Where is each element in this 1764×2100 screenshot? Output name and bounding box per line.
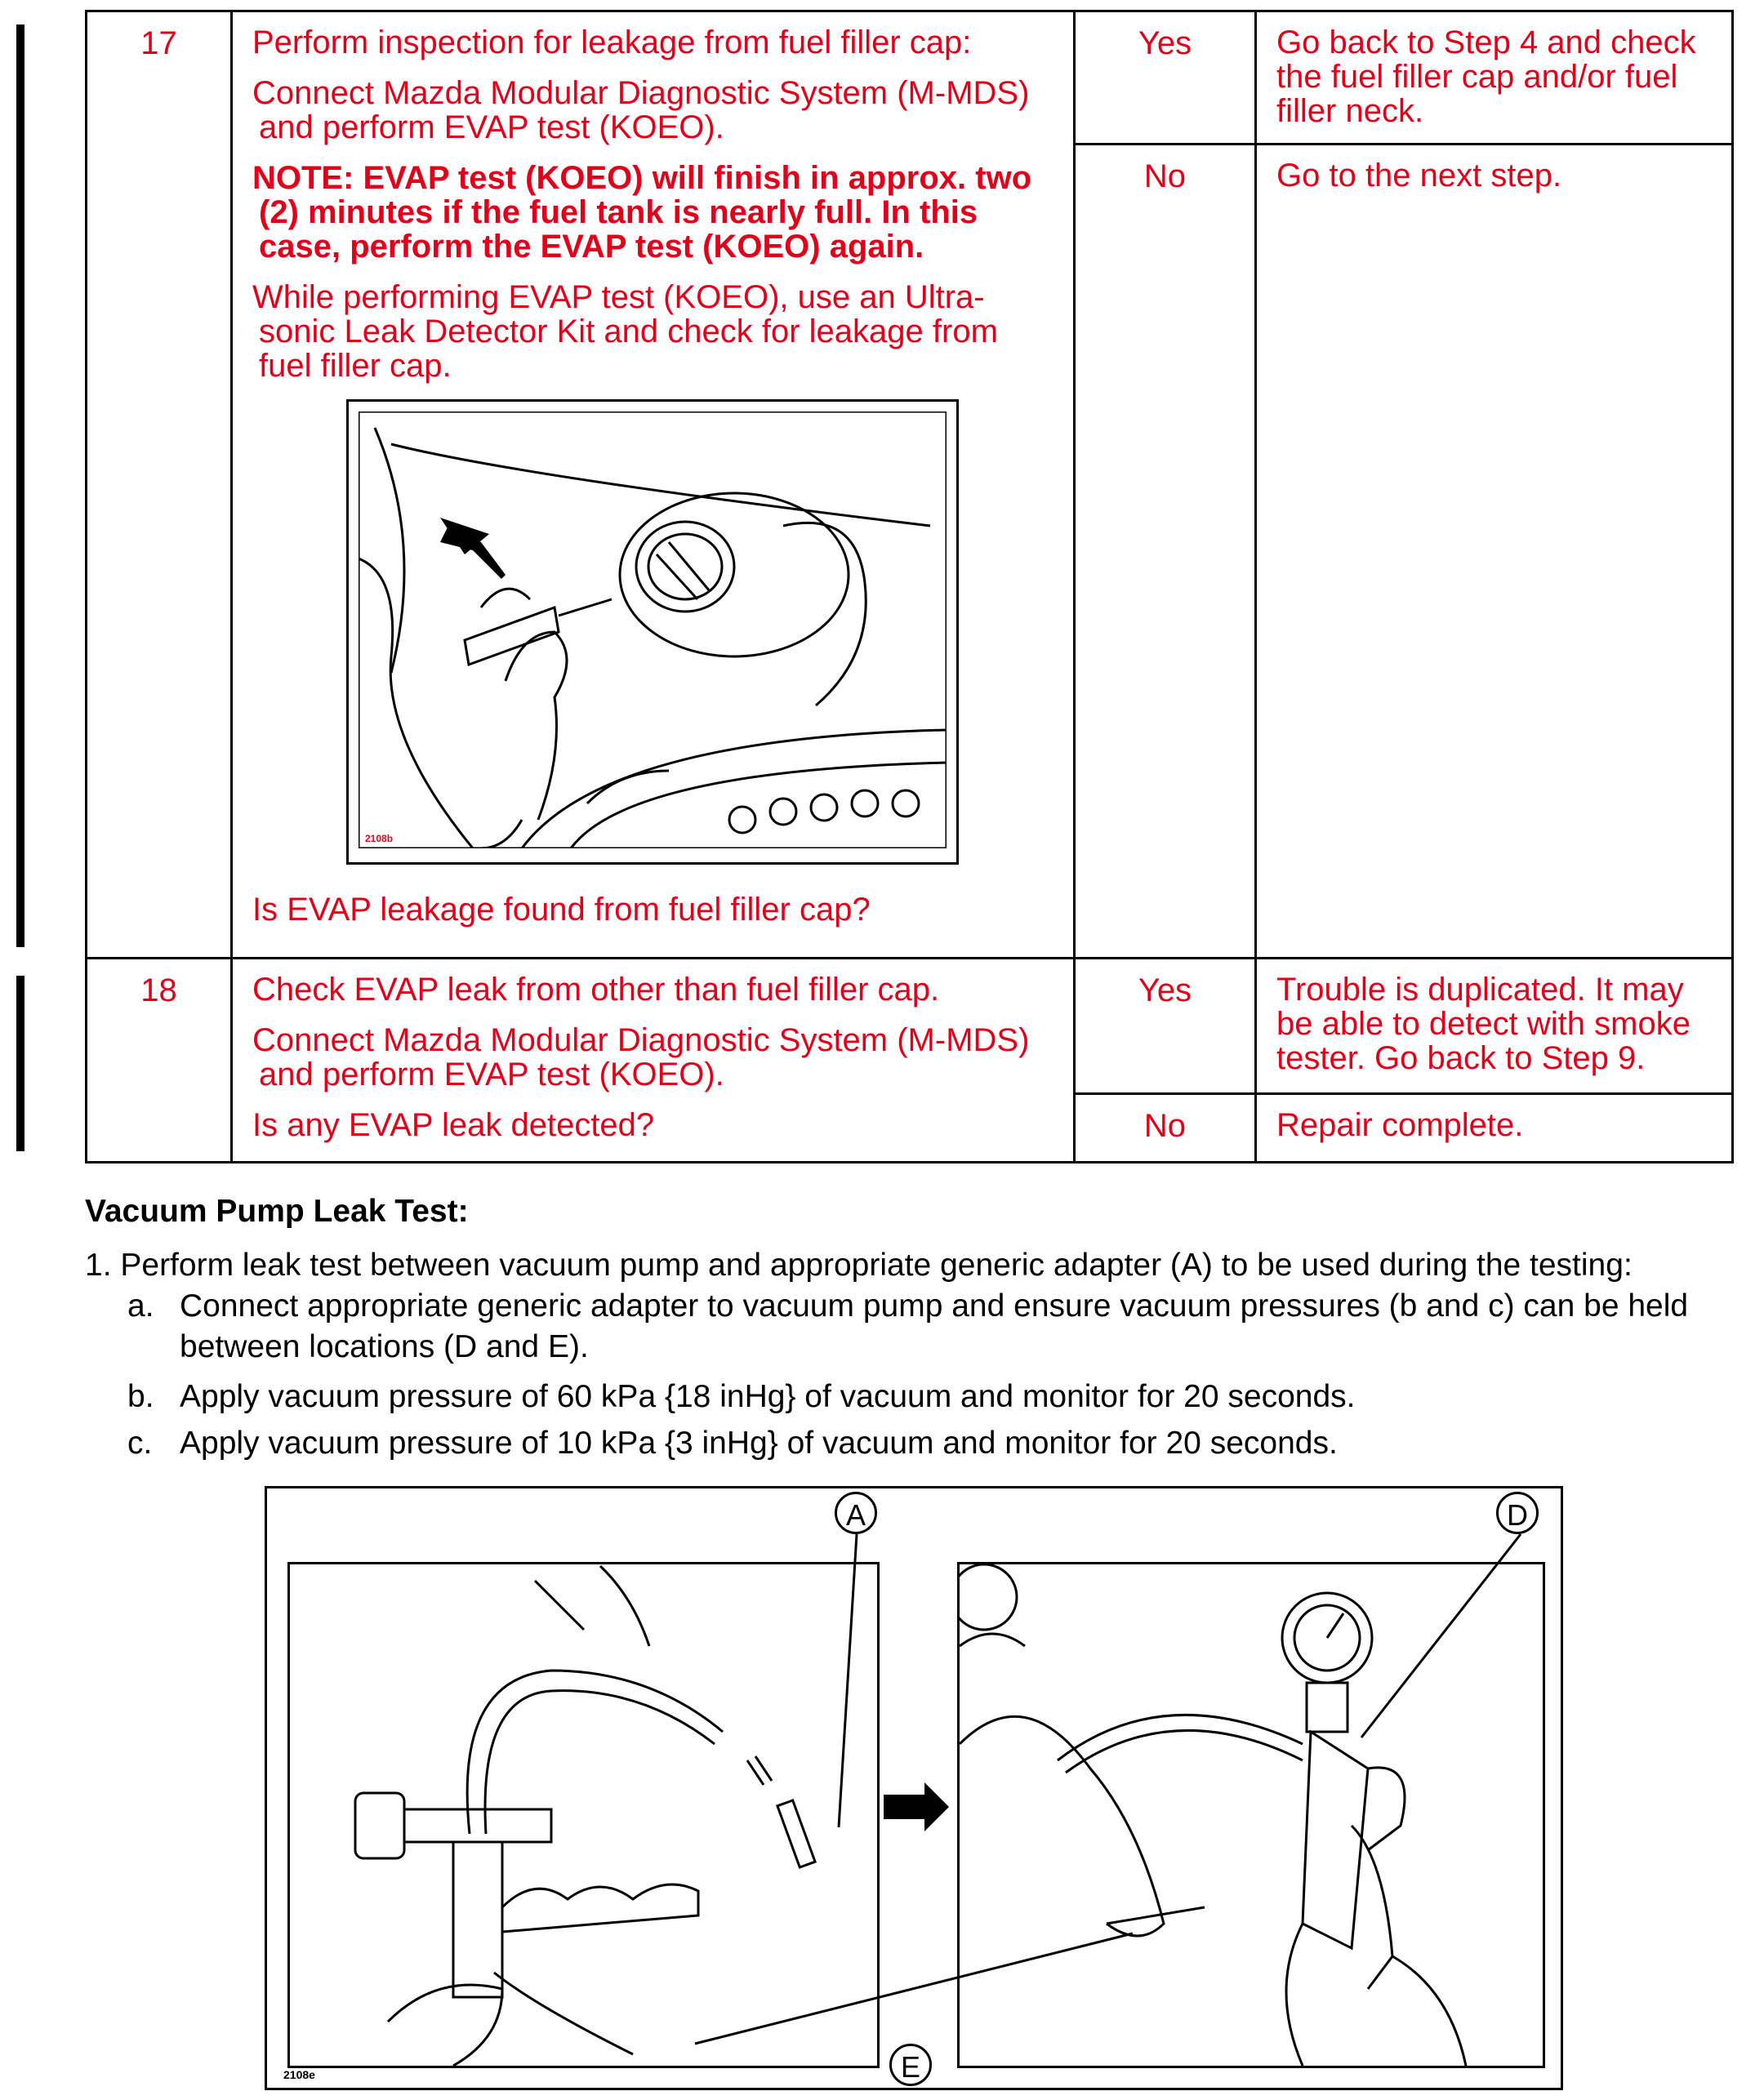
substep-text: Connect appropriate generic adapter to vacuum pump and ensure vacuum pressures (b and c) can be held between locations (D and E). [180, 1288, 1689, 1364]
callout-leaders [267, 1488, 1566, 2093]
remark-yes: Trouble is duplicated. It may be able to detect with smoke tester. Go back to Step 9. [1256, 959, 1733, 1094]
step-instruction: Connect Mazda Modular Diagnostic System (M-MDS) and perform EVAP test (KOEO). [252, 75, 1030, 145]
figure-code: 2108e [283, 2068, 315, 2081]
step-action [232, 11, 1075, 959]
section-title: Vacuum Pump Leak Test: [85, 1194, 469, 1229]
remark-no: Repair complete. [1256, 1094, 1733, 1163]
fuel-filler-cap-illustration [346, 399, 959, 865]
step-question: Is EVAP leakage found from fuel filler cap? [252, 892, 871, 928]
substep [127, 1286, 1720, 1376]
result-yes: Yes [1075, 11, 1256, 145]
callout-a: A [835, 1492, 877, 1534]
remark-yes: Go back to Step 4 and check the fuel filler cap and/or fuel filler neck. [1256, 11, 1733, 145]
substep [127, 1423, 1720, 1464]
figure-code: 2108b [365, 833, 394, 844]
remark-no: Go to the next step. [1256, 145, 1733, 959]
substep-label: c. [127, 1426, 153, 1461]
result-yes: Yes [1075, 959, 1256, 1094]
substep [127, 1377, 1720, 1417]
substep-text: Apply vacuum pressure of 60 kPa {18 inHg} of vacuum and monitor for 20 seconds. [180, 1379, 1356, 1414]
change-bar [16, 976, 24, 1151]
fuel-filler-cap-drawing [359, 412, 947, 848]
step-heading: Check EVAP leak from other than fuel filler cap. [252, 972, 940, 1008]
step-note: NOTE: EVAP test (KOEO) will finish in approx. two (2) minutes if the fuel tank is nearly full. In this case, perform the EVAP test (KOEO) again. [252, 160, 1032, 265]
step-instruction: Connect Mazda Modular Diagnostic System (M-MDS) and perform EVAP test (KOEO). [252, 1022, 1030, 1092]
result-no: No [1075, 145, 1256, 959]
callout-d: D [1496, 1492, 1539, 1534]
diagnostic-table [85, 10, 1734, 1163]
substep-label: b. [127, 1379, 154, 1414]
step-number: 18 [87, 959, 232, 1163]
substep-text: Apply vacuum pressure of 10 kPa {3 inHg} of vacuum and monitor for 20 seconds. [180, 1426, 1338, 1461]
vacuum-pump-illustration [265, 1486, 1563, 2090]
step-detail: While performing EVAP test (KOEO), use an Ultra-sonic Leak Detector Kit and check for leakage from fuel filler cap. [252, 279, 998, 384]
callout-e: E [889, 2044, 932, 2086]
change-bar [16, 24, 24, 947]
result-no: No [1075, 1094, 1256, 1163]
substep-label: a. [127, 1288, 154, 1324]
step-question: Is any EVAP leak detected? [252, 1107, 655, 1143]
step-heading: Perform inspection for leakage from fuel filler cap: [252, 24, 972, 60]
step-action [232, 959, 1075, 1163]
step-number: 17 [87, 11, 232, 959]
procedure-step: 1. Perform leak test between vacuum pump and appropriate generic adapter (A) to be used during the testing: [85, 1248, 1633, 1283]
